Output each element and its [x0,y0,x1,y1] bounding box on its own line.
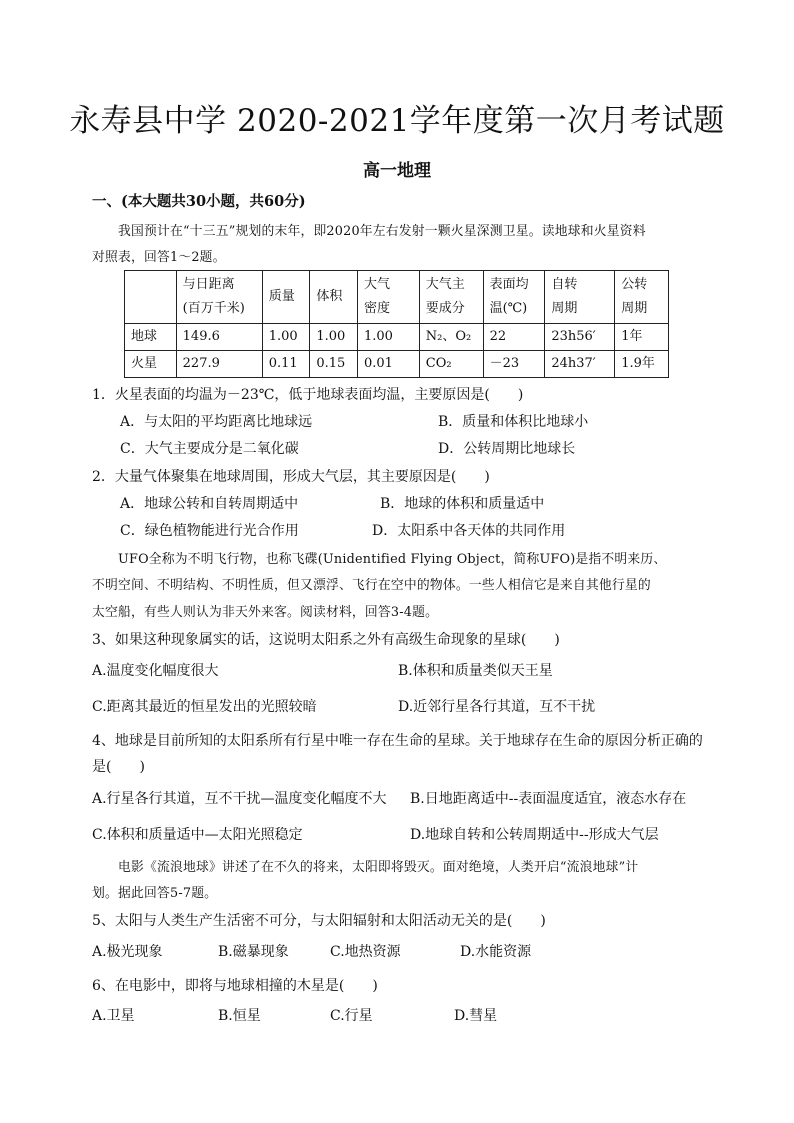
table-cell: 0.15 [310,351,358,378]
question-1-stem: 1．火星表面的均温为－23℃，低于地球表面均温，主要原因是( ) [92,387,524,403]
question-5-stem: 5、太阳与人类生产生活密不可分，与太阳辐射和太阳活动无关的是( ) [92,913,546,929]
question-4-option-b: B.日地距离适中--表面温度适宜，液态水存在 [410,791,687,807]
table-cell: 0.11 [262,351,310,378]
question-4-option-c: C.体积和质量适中—太阳光照稳定 [92,827,303,843]
question-5-option-d: D.水能资源 [460,944,532,960]
intro-3-line-1: 电影《流浪地球》讲述了在不久的将来，太阳即将毁灭。面对绝境，人类开启“流浪地球”计 [118,860,639,875]
question-6-option-c: C.行星 [330,1008,373,1024]
question-3-option-c: C.距离其最近的恒星发出的光照较暗 [92,699,317,715]
table-cell: 22 [483,324,545,351]
question-2-option-c: C．绿色植物能进行光合作用 [120,523,299,539]
table-header-cell [125,271,177,324]
table-header-cell: 表面均 温(℃) [483,271,545,324]
table-header-cell: 与日距离 (百万千米) [176,271,262,324]
table-cell: CO₂ [419,351,483,378]
question-6-option-d: D.彗星 [454,1008,498,1024]
table-cell: N₂、O₂ [419,324,483,351]
table-header-cell: 体积 [310,271,358,324]
question-4-option-d: D.地球自转和公转周期适中--形成大气层 [410,827,659,843]
table-cell: 1.9年 [615,351,669,378]
exam-subject: 高一地理 [363,161,431,181]
table-cell: 23h56′ [545,324,615,351]
table-cell: 1.00 [262,324,310,351]
question-3-option-a: A.温度变化幅度很大 [92,663,219,679]
table-cell: 149.6 [176,324,262,351]
question-3-option-b: B.体积和质量类似天王星 [398,663,553,679]
table-row [125,324,669,351]
question-4-stem-line-2: 是( ) [92,759,145,775]
question-4-option-a: A.行星各行其道，互不干扰—温度变化幅度不大 [92,791,387,807]
question-2-option-a: A．地球公转和自转周期适中 [120,496,299,512]
question-1-option-c: C．大气主要成分是二氧化碳 [120,441,299,457]
table-cell: 1.00 [357,324,419,351]
intro-2-line-1: UFO全称为不明飞行物，也称飞碟(Unidentified Flying Object，简称UFO)是指不明来历、 [118,552,667,567]
table-cell: 1年 [615,324,669,351]
intro-2-line-2: 不明空间、不明结构、不明性质，但又漂浮、飞行在空中的物体。一些人相信它是来自其他行星的 [92,578,651,593]
table-cell: 227.9 [176,351,262,378]
intro-1-line-2: 对照表，回答1～2题。 [92,250,226,265]
table-header-cell: 质量 [262,271,310,324]
question-6-option-a: A.卫星 [92,1008,135,1024]
question-6-option-b: B.恒星 [218,1008,261,1024]
question-2-option-d: D．太阳系中各天体的共同作用 [372,523,566,539]
question-2-stem: 2．大量气体聚集在地球周围，形成大气层，其主要原因是( ) [92,469,490,485]
table-cell: 火星 [125,351,177,378]
intro-2-line-3: 太空船，有些人则认为非天外来客。阅读材料，回答3-4题。 [92,605,439,620]
question-1-option-d: D．公转周期比地球长 [438,441,576,457]
table-header-cell: 大气 密度 [357,271,419,324]
question-1-option-b: B．质量和体积比地球小 [438,414,589,430]
question-3-option-d: D.近邻行星各行其道，互不干扰 [398,699,596,715]
table-cell: 1.00 [310,324,358,351]
intro-1-line-1: 我国预计在“十三五”规划的末年，即2020年左右发射一颗火星深测卫星。读地球和火星资料 [118,224,646,239]
exam-title: 永寿县中学 2020-2021学年度第一次月考试题 [69,103,725,139]
question-5-option-c: C.地热资源 [330,944,401,960]
question-2-option-b: B．地球的体积和质量适中 [380,496,545,512]
table-cell: －23 [483,351,545,378]
question-1-option-a: A．与太阳的平均距离比地球远 [120,414,313,430]
table-header-cell: 大气主 要成分 [419,271,483,324]
table-cell: 24h37′ [545,351,615,378]
table-header-cell: 自转 周期 [545,271,615,324]
table-cell: 0.01 [357,351,419,378]
question-4-stem-line-1: 4、地球是目前所知的太阳系所有行星中唯一存在生命的星球。关于地球存在生命的原因分析正确的 [92,733,703,749]
table-cell: 地球 [125,324,177,351]
table-header-row [125,271,669,324]
earth-mars-table [124,270,669,378]
question-5-option-a: A.极光现象 [92,944,163,960]
question-5-option-b: B.磁暴现象 [218,944,289,960]
table-row [125,351,669,378]
intro-3-line-2: 划。据此回答5-7题。 [92,886,218,901]
section-heading: 一、(本大题共30小题，共60分) [92,193,306,210]
question-3-stem: 3、如果这种现象属实的话，这说明太阳系之外有高级生命现象的星球( ) [92,632,560,648]
question-6-stem: 6、在电影中，即将与地球相撞的木星是( ) [92,978,378,994]
table-header-cell: 公转 周期 [615,271,669,324]
